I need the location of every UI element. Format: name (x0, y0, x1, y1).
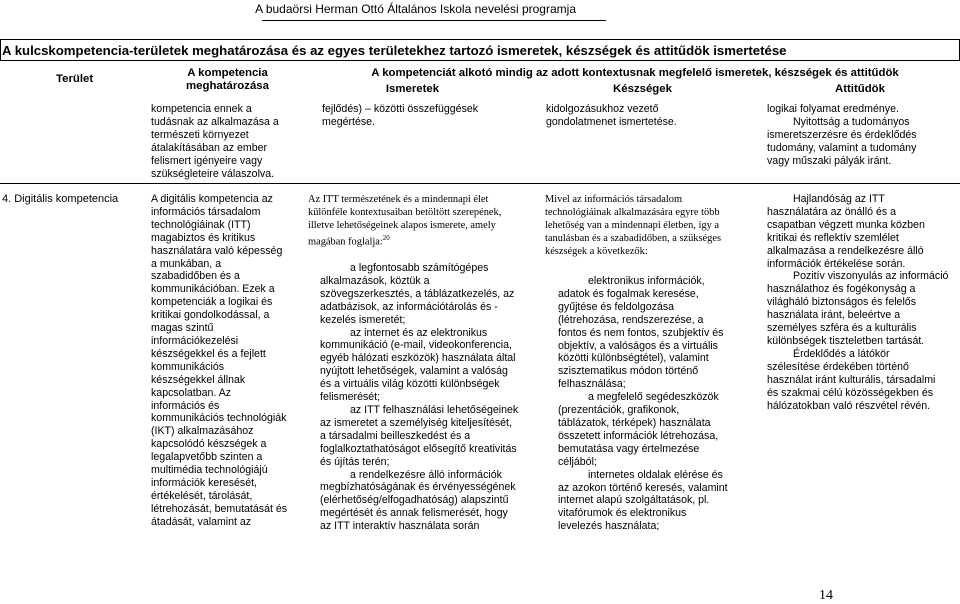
digital-definition (151, 193, 309, 529)
text-line: kommunikáció (e-mail, videokonferencia, (320, 339, 512, 352)
text-line: alkalmazások, köztük a (320, 274, 430, 287)
text-line: használathoz és fogékonyság a (767, 283, 916, 296)
col-header-keszsegek: Készségek (613, 83, 672, 95)
text-line: tanulásban és a szabadidőben, a szükséges (545, 233, 722, 244)
text-line: kapcsolódó készségek a (151, 438, 267, 451)
text-line: világháló biztonságos és felelős (767, 296, 916, 309)
text-line: legalapvetőbb szinten a (151, 451, 263, 464)
text-line: gondolatmenet ismertetése. (546, 115, 677, 128)
text-line: objektív, a valóságos és a virtuális (558, 339, 718, 352)
text-line: alkalmazása a rendelkezésre álló (767, 244, 924, 257)
table-title: A kulcskompetencia-területek meghatározása és az egyes területekhez tartozó ismeretek, készségek és attitűdök ismertetése (2, 43, 787, 58)
col-header-group: A kompetenciát alkotó mindig az adott kontextusnak megfelelő ismeretek, készségek és attitűdök (371, 67, 899, 79)
text-line: készségekkel és a fejlett (151, 347, 266, 360)
text-line: magas szintű (151, 322, 214, 335)
text-line: kidolgozásukhoz vezető (546, 103, 659, 115)
text-line: kapcsolatban. Az (151, 386, 232, 399)
text-line: csapatban végzett munka közben (767, 218, 925, 231)
text-line: technológiáinak alkalmazására egyre több (545, 207, 720, 218)
col-header-terulet: Terület (56, 73, 94, 85)
text-line: (létrehozása, rendszerezése, a (558, 313, 704, 326)
text-line: és újítás terén; (320, 455, 390, 468)
text-line: adatok és fogalmak keresése, (558, 287, 699, 300)
table-top-border (0, 39, 960, 40)
text-line: lehetőség van a mindennapi életben, így a (545, 220, 719, 231)
text-line: foglalkoztathatóságot elősegítő kreativitás (320, 442, 517, 455)
text-line: az azokon történő keresés, valamint (558, 481, 728, 494)
text-line: céljából; (558, 455, 597, 468)
text-line: összetett információk létrehozása, (558, 429, 719, 442)
text-line: kompetencia ennek a (151, 103, 252, 115)
text-line: tudomány, valamint a tudomány (767, 141, 917, 154)
list-item: az internet és az elektronikus (350, 326, 488, 339)
text-line: az ismeretet a személyiség kiteljesítését, (320, 416, 512, 429)
text-line: átalakításában az ember (151, 141, 268, 154)
text-line: kommunikációs technológiák (151, 412, 287, 425)
text-line: (elérhetőség/elfogadhatóság) alapszintű (320, 494, 509, 507)
text-line: információk értékelése során. (767, 257, 906, 270)
text-line: kezelés ismeretét; (320, 313, 406, 326)
text-line: Hajlandóság az ITT (793, 193, 885, 205)
list-item: a legfontosabb számítógépes (350, 262, 489, 274)
text-line: és szakmai célú közösségekben és (767, 386, 934, 399)
text-line: ismeretszerzésre és érdeklődés (767, 128, 917, 141)
digital-knowledge-intro (308, 193, 538, 248)
prev-definition (151, 103, 306, 180)
text-line: illetve lehetőségeinek alapos ismerete, amely (308, 220, 496, 231)
list-item: az ITT felhasználási lehetőségeinek (350, 403, 519, 416)
text-line: létrehozását, bemutatását és (151, 502, 288, 515)
text-line: kommunikációban. Ezek a (151, 283, 275, 296)
text-line: különbségek tiszteletben tartását. (767, 334, 925, 347)
text-line-part: magában foglalja: (308, 236, 383, 248)
list-item: internetes oldalak elérése és (588, 468, 723, 481)
text-line (308, 232, 538, 248)
text-line: használata iránt, beleértve a (767, 309, 901, 322)
text-line: az ITT interaktív használata során (320, 520, 480, 533)
text-line: Pozitív viszonyulás az információ (793, 270, 949, 283)
text-line: szélesítése érdekében történő (767, 360, 909, 373)
page-number: 14 (819, 588, 833, 603)
text-line: fejlődés) – közötti összefüggések (322, 103, 479, 115)
text-line: és a virtuális világ közötti különbségek (320, 378, 500, 391)
text-line: információs társadalom (151, 205, 261, 218)
digital-skills-intro (545, 193, 765, 258)
text-line: Nyitottság a tudományos (793, 115, 910, 128)
digital-attitudes (767, 193, 960, 412)
text-line: Mivel az információs társadalom (545, 194, 683, 205)
text-line: internet alapú szolgáltatások, pl. (558, 494, 710, 507)
text-line: Érdeklődés a látókör (793, 347, 890, 360)
text-line: személyes szféra és a kulturális (767, 322, 917, 335)
text-line: fontos és nem fontos, szubjektív és (558, 326, 724, 339)
prev-knowledge (322, 103, 532, 129)
text-line: felismerését; (320, 391, 381, 404)
text-line: levelezés használata; (558, 520, 660, 533)
list-item: a rendelkezésre álló információk (350, 468, 502, 481)
text-line: (prezentációk, grafikonok, (558, 404, 680, 417)
list-item: a megfelelő segédeszközök (588, 391, 719, 404)
text-line: nyújtott lehetőségek, valamint a valóság (320, 365, 508, 378)
text-line: információk keresését, (151, 476, 257, 489)
prev-skills (546, 103, 756, 129)
text-line: adatbázisok, az információtárolás és - (320, 300, 498, 313)
text-line: a munkában, a (151, 257, 222, 270)
text-line: felhasználása; (558, 378, 626, 391)
title-bottom-border (0, 60, 960, 61)
text-line: átadását, valamint az (151, 515, 252, 528)
row-divider (0, 183, 960, 184)
text-line: szisztematikus módon történő (558, 365, 699, 378)
text-line: szükségleteire válaszolva. (151, 167, 275, 180)
text-line: gyűjtése és feldolgozása (558, 300, 675, 313)
text-line: tudásnak az alkalmazása a (151, 115, 279, 128)
text-line: megértése. (322, 115, 375, 128)
text-line: közötti különbségtétel), valamint (558, 352, 709, 365)
text-line: megbízhatóságának és érvényességének (320, 481, 516, 494)
text-line: megértését és annak felismerését, hogy (320, 507, 508, 520)
text-line: hálózatokban való részvétel révén. (767, 399, 931, 412)
text-line: logikai folyamat eredménye. (767, 103, 899, 115)
text-line: a társadalmi beilleszkedést és a (320, 429, 471, 442)
text-line: készségekkel állnak (151, 373, 246, 386)
header-rule (262, 20, 606, 21)
text-line: magabiztos és kritikus (151, 231, 256, 244)
text-line: értékelését, tárolását, (151, 489, 253, 502)
area-digital: 4. Digitális kompetencia (2, 193, 119, 205)
text-line: információkezelési (151, 334, 239, 347)
text-line: kritikai gondolkodással, a (151, 309, 270, 322)
text-line: használatára való képesség (151, 244, 283, 257)
text-line: szabadidőben és a (151, 270, 240, 283)
digital-knowledge-items (320, 262, 550, 533)
text-line: használatára az önálló és a (767, 205, 896, 218)
text-line: kritikai és reflektív szemlélet (767, 231, 899, 244)
text-line: különféle kontextusaiban betöltött szerepének, (308, 207, 502, 218)
col-header-meghatarozas-line: meghatározása (186, 80, 269, 92)
text-line: kompetenciák a logikai és (151, 296, 273, 309)
text-line: információs és (151, 399, 220, 412)
text-line: A digitális kompetencia az (151, 193, 273, 205)
page-header: A budaörsi Herman Ottó Általános Iskola nevelési programja (255, 2, 576, 16)
col-header-meghatarozas-line: A kompetencia (187, 67, 268, 79)
text-line: készségek a következők: (545, 246, 648, 257)
text-line: felismert igényeire vagy (151, 154, 263, 167)
col-header-meghatarozas (150, 67, 305, 93)
text-line: vagy műszaki pályák iránt. (767, 154, 892, 167)
table-left-border (0, 39, 1, 61)
text-line: multimédia technológiájú (151, 464, 268, 477)
text-line: kommunikációs (151, 360, 225, 373)
text-line: vitafórumok és elektronikus (558, 507, 687, 520)
prev-attitudes (767, 103, 960, 168)
footnote-ref[interactable]: 20 (382, 234, 390, 242)
text-line: technológiáinak (ITT) (151, 218, 251, 231)
text-line: táblázatok, térképek) használata (558, 416, 711, 429)
text-line: egyéb hálózati eszközök) használata által (320, 352, 516, 365)
text-line: (IKT) alkalmazásához (151, 425, 254, 438)
col-header-attitudok: Attitűdök (835, 83, 885, 95)
text-line: bemutatása vagy értelmezése (558, 442, 700, 455)
text-line: természeti környezet (151, 128, 249, 141)
col-header-ismeretek: Ismeretek (385, 83, 440, 95)
text-line: Az ITT természetének és a mindennapi élet (308, 194, 489, 205)
text-line: használat iránt kulturális, társadalmi (767, 373, 936, 386)
text-line: szövegszerkesztés, a táblázatkezelés, az (320, 287, 515, 300)
list-item: elektronikus információk, (588, 275, 705, 287)
digital-skills-items (558, 275, 763, 533)
